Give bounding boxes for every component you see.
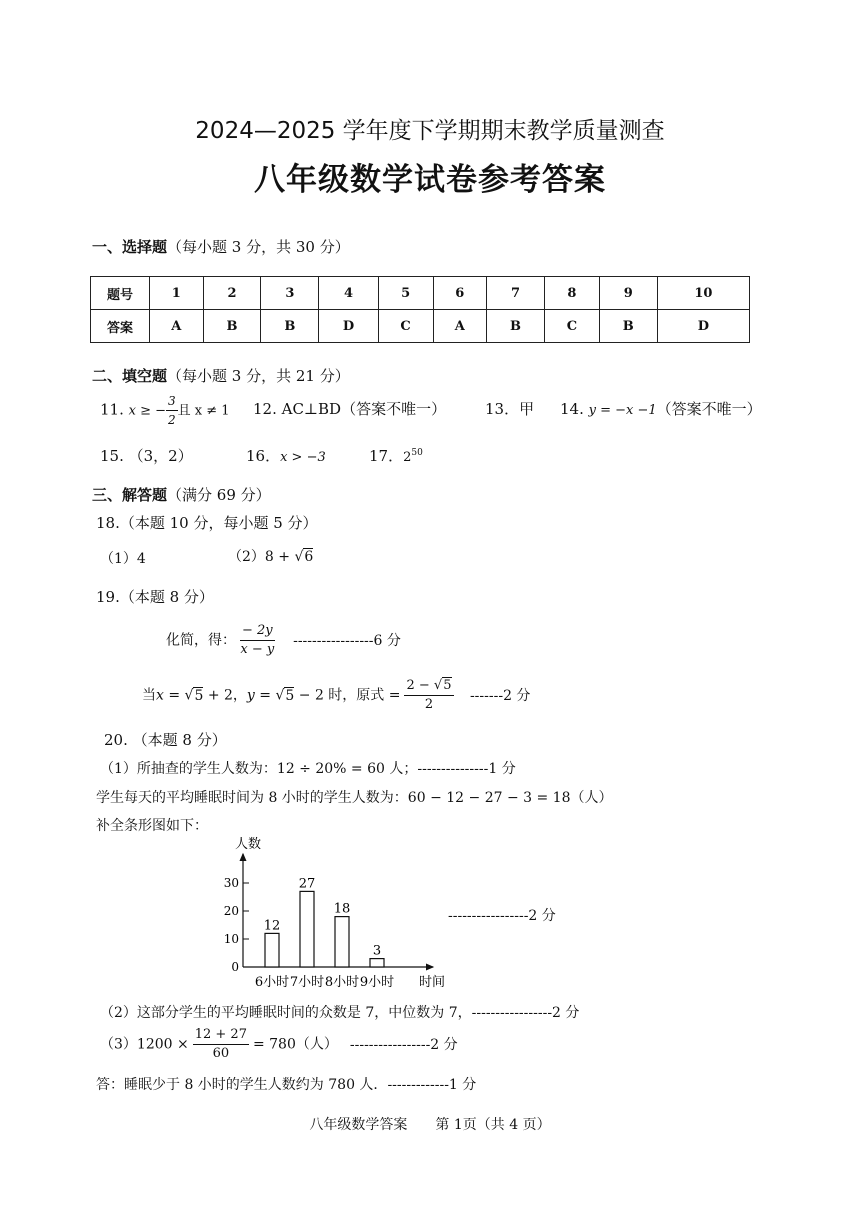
bar-value-label: 3 [372, 943, 382, 959]
q20-line5 [100, 1026, 458, 1063]
answer-cell: D [657, 310, 749, 343]
q18-part2: （2）8 + √6 [228, 549, 314, 565]
answer-cell: B [261, 310, 319, 343]
q19-when: 当 [142, 687, 156, 704]
q20-line2: 学生每天的平均睡眠时间为 8 小时的学生人数为：60 − 12 − 27 − 3 = 18（人） [96, 790, 613, 806]
q20-conclusion [96, 1074, 476, 1094]
q19-x-radicand: 5 [194, 687, 204, 704]
q19-y-tail: − 2 时，原式 = [294, 687, 401, 704]
q20-line1-text: （1）所抽查的学生人数为：12 ÷ 20% = 60 人； [100, 761, 418, 777]
answer-12: 12. AC⊥BD（答案不唯一） [253, 400, 447, 418]
q18-title: 18.（本题 10 分，每小题 5 分） [96, 514, 318, 532]
question-number: 3 [261, 277, 319, 310]
q18-part2-expr: 8 + [264, 549, 295, 565]
section1-note: （每小题 3 分，共 30 分） [167, 238, 350, 256]
q17-number: 17． [369, 447, 404, 465]
q19-x-eq: x = [156, 687, 185, 704]
exam-title: 2024—2025 学年度下学期期末教学质量测查 [195, 118, 665, 144]
sleep-bar-chart [215, 832, 455, 992]
bar [265, 933, 279, 967]
question-number: 1 [150, 277, 204, 310]
q20-chart-score: -----------------2 分 [448, 908, 556, 924]
bar [370, 959, 384, 967]
answer-11 [100, 392, 230, 429]
question-number: 5 [378, 277, 433, 310]
bar-value-label: 12 [263, 918, 281, 934]
answer-14 [560, 398, 762, 419]
q17-exponent: 50 [411, 448, 423, 458]
q19-x-tail: + 2， [203, 687, 247, 704]
q20-frac-den: 60 [212, 1046, 230, 1061]
q17-base: 2 [403, 450, 412, 465]
answer-cell: B [203, 310, 261, 343]
section1-title: 一、选择题 [92, 238, 168, 256]
section2-note: （每小题 3 分，共 21 分） [167, 367, 350, 385]
q19-score2: -------2 分 [469, 687, 531, 704]
q20-conclusion-score: -------------1 分 [387, 1077, 477, 1093]
question-number: 10 [657, 277, 749, 310]
y-tick-label: 20 [223, 904, 239, 918]
y-tick-label: 30 [223, 876, 239, 890]
question-number: 2 [203, 277, 261, 310]
q20-line5-score: -----------------2 分 [349, 1036, 458, 1053]
answer-15: 15. （3，2） [100, 447, 193, 465]
q16-expr: x > −3 [280, 450, 326, 465]
question-number: 7 [487, 277, 545, 310]
y-tick-label: 10 [223, 932, 239, 946]
q14-expr: y = −x −1 [588, 403, 657, 418]
q20-line5-pre: （3）1200 × [100, 1036, 189, 1053]
q19-frac-den: x − y [240, 642, 275, 657]
q19-result-num-a: 2 − [406, 678, 434, 693]
section3-heading [92, 484, 271, 505]
q11-frac-den: 2 [168, 413, 176, 427]
q11-condition: 且 x ≠ 1 [177, 403, 230, 419]
q19-title: 19.（本题 8 分） [96, 588, 214, 606]
bar [300, 891, 314, 967]
question-row-label: 题号 [91, 277, 150, 310]
page-footer: 八年级数学答案 第 1页（共 4 页） [309, 1117, 551, 1133]
answer-row [91, 310, 750, 343]
q20-title: 20. （本题 8 分） [104, 731, 227, 749]
x-tick-label: 7小时 [289, 975, 325, 990]
x-tick-label: 8小时 [324, 975, 360, 990]
q19-score1: -----------------6 分 [293, 632, 401, 649]
q11-expr: x ≥ − [128, 403, 167, 419]
q11-frac-num: 3 [166, 392, 178, 411]
q19-y-radicand: 5 [285, 687, 295, 704]
q19-simplify [166, 622, 401, 659]
q19-result-num-radicand: 5 [443, 678, 452, 693]
answer-table [90, 276, 750, 343]
q18-part2-radicand: 6 [304, 549, 314, 565]
q20-line1 [100, 758, 516, 778]
x-axis-label: 时间 [419, 975, 446, 990]
section1-heading [92, 236, 350, 257]
question-number: 8 [544, 277, 599, 310]
q18-part2-label: （2） [228, 549, 265, 565]
q18-part1: （1）4 [100, 551, 146, 567]
section2-heading [92, 365, 350, 386]
answer-cell: B [599, 310, 657, 343]
answer-cell: A [150, 310, 204, 343]
q20-frac-num: 12 + 27 [193, 1026, 249, 1045]
section3-note: （满分 69 分） [167, 486, 271, 504]
q19-simplify-label: 化简，得： [166, 632, 236, 649]
x-tick-label: 6小时 [254, 975, 290, 990]
bar-value-label: 18 [333, 901, 351, 917]
section3-title: 三、解答题 [92, 486, 168, 504]
q11-fraction [166, 392, 178, 429]
q16-number: 16． [246, 447, 281, 465]
y-ticks [224, 876, 249, 974]
q20-fraction [193, 1026, 249, 1063]
question-number: 6 [433, 277, 487, 310]
q19-evaluate: 当x = √5 + 2，y = √5 − 2 时，原式 = $\frac{2 - √5}{2}$ -------2 分 [142, 678, 531, 712]
q20-line1-score: ---------------1 分 [417, 761, 516, 777]
q20-conclusion-text: 答：睡眠少于 8 小时的学生人数约为 780 人． [96, 1077, 388, 1093]
q20-line4 [100, 1002, 579, 1022]
bar-value-label: 27 [298, 876, 316, 892]
answer-13: 13．甲 [485, 400, 535, 418]
answer-cell: A [433, 310, 487, 343]
q19-frac-num: − 2y [240, 622, 275, 641]
x-tick-label: 9小时 [359, 975, 395, 990]
q20-line4-score: -----------------2 分 [471, 1005, 580, 1021]
answer-cell: C [378, 310, 433, 343]
y-axis-label: 人数 [235, 837, 262, 852]
answer-16 [246, 445, 326, 466]
q20-line5-post: = 780（人） [252, 1036, 338, 1053]
bar [335, 917, 349, 967]
answer-key-title: 八年级数学试卷参考答案 [254, 162, 606, 198]
q14-note: （答案不唯一） [656, 400, 762, 418]
q19-fraction [240, 622, 275, 659]
q19-result-num: 2 − √5 [404, 677, 453, 696]
question-number: 9 [599, 277, 657, 310]
answer-17 [369, 445, 423, 466]
bars [255, 876, 394, 990]
answer-cell: D [319, 310, 378, 343]
section2-title: 二、填空题 [92, 367, 168, 385]
q20-line3: 补全条形图如下： [96, 818, 208, 834]
answer-cell: C [544, 310, 599, 343]
q19-result-den: 2 [424, 697, 434, 712]
y-tick-label: 0 [231, 960, 239, 974]
q19-result-fraction [404, 677, 453, 714]
question-number: 4 [319, 277, 378, 310]
answer-row-label: 答案 [91, 310, 150, 343]
answer-cell: B [487, 310, 545, 343]
q20-line4-text: （2）这部分学生的平均睡眠时间的众数是 7，中位数为 7， [100, 1005, 472, 1021]
q19-y-eq: y = [246, 687, 276, 704]
q11-number: 11. [100, 400, 124, 419]
question-row [91, 277, 750, 310]
q14-number: 14. [560, 400, 584, 418]
